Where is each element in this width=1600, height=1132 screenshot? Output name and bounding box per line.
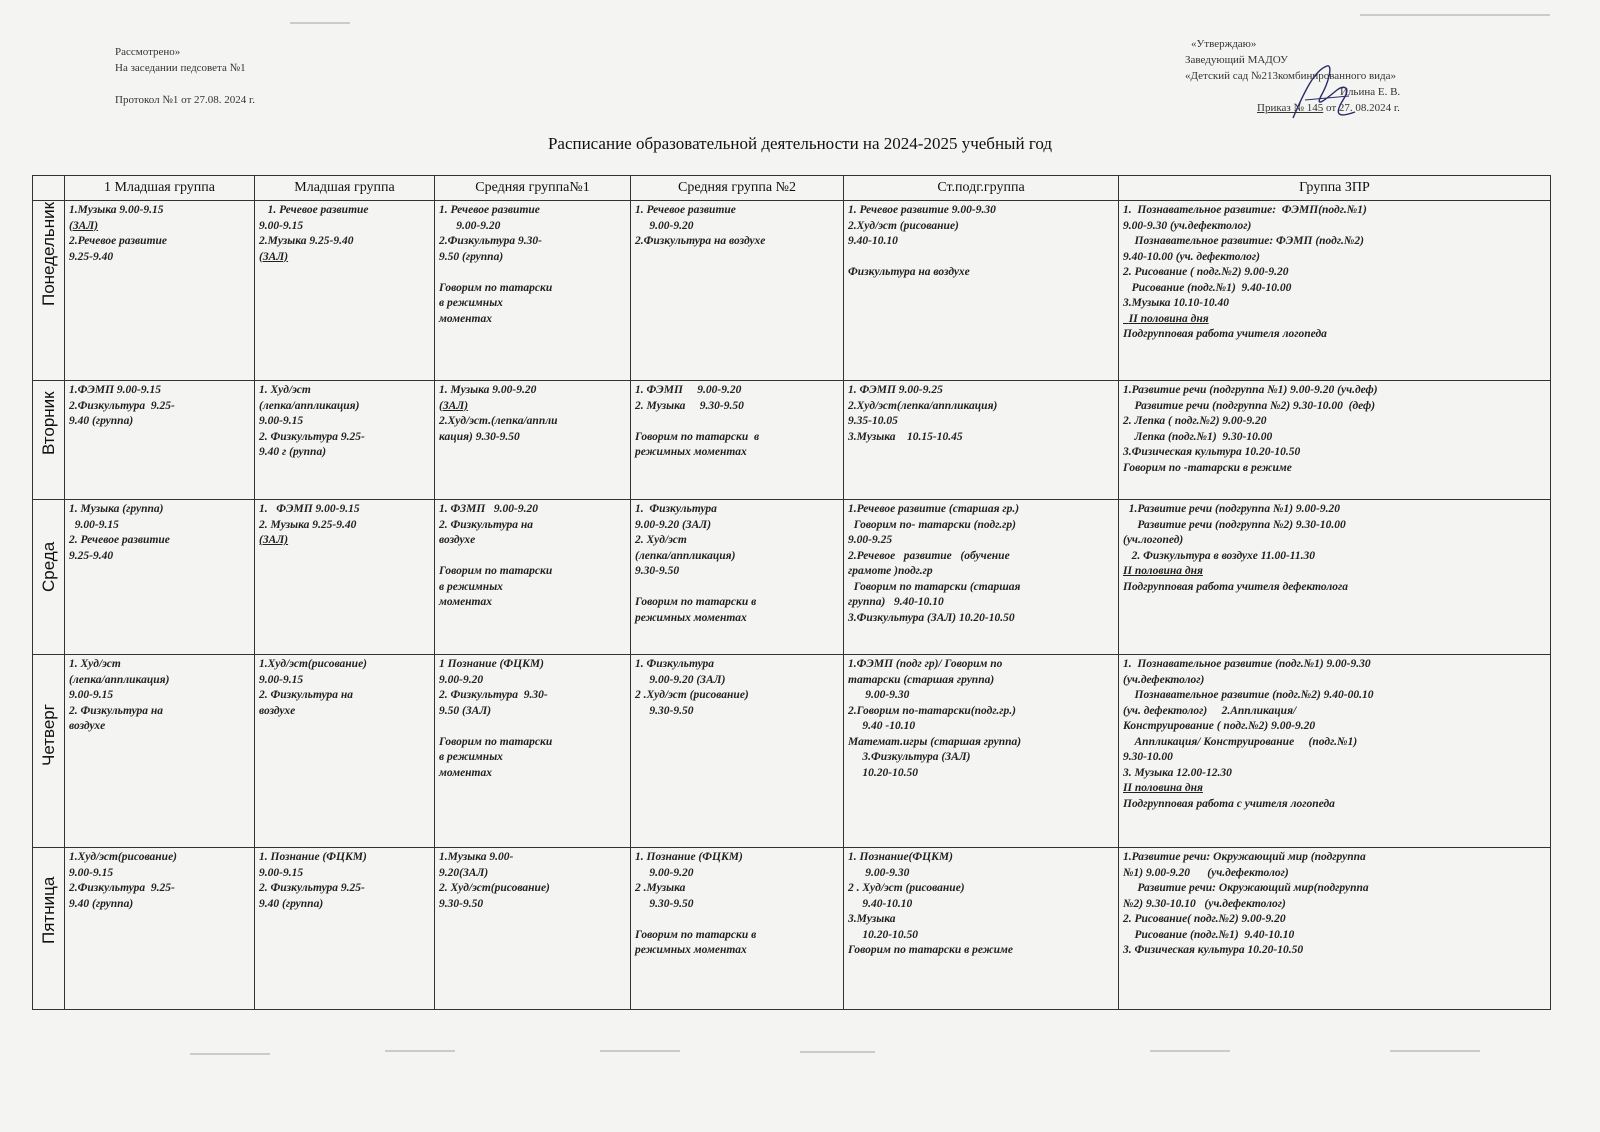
activity-line: 1. Познавательное развитие: ФЭМП(подг.№1): [1123, 204, 1367, 216]
activity-line: Говорим по татарски: [439, 281, 553, 294]
schedule-row: [33, 848, 1551, 1010]
schedule-row: [33, 655, 1551, 848]
schedule-row: [33, 201, 1551, 381]
activity-line: 9.00-9.15: [259, 415, 304, 427]
activity-line: 1. ФЭМП 9.00-9.15: [259, 503, 360, 515]
activity-line: 9.00-9.30: [848, 689, 910, 701]
activity-line: 2. Физкультура 9.25-: [259, 430, 365, 443]
activity-line: (лепка/аппликация): [635, 549, 736, 562]
column-header: Средняя группа №2: [631, 176, 844, 201]
day-cell: [33, 848, 65, 1010]
activity-line: 9.00-9.15: [69, 518, 119, 531]
activity-line: 9.00-9.15: [259, 219, 304, 232]
order-date: от 27. 08.2024 г.: [1323, 102, 1400, 114]
approval-heading: «Утверждаю»: [1191, 38, 1257, 50]
activity-line: Развитие речи: Окружающий мир(подгруппа: [1123, 882, 1369, 894]
activity-line: Аппликация/ Конструирование (подг.№1): [1123, 735, 1358, 748]
schedule-cell: [631, 201, 844, 381]
day-cell: [33, 500, 65, 655]
activity-line: 2.Худ/эст.(лепка/аппли: [439, 415, 558, 427]
column-header: Младшая группа: [255, 176, 435, 201]
activity-line: Говорим по татарски в режиме: [848, 944, 1014, 956]
schedule-cell: [255, 848, 435, 1010]
schedule-cell: [631, 655, 844, 848]
activity-line: [439, 265, 626, 281]
activity-line: кация) 9.30-9.50: [439, 430, 520, 443]
activity-line: 3.Физическая культура 10.20-10.50: [1123, 446, 1301, 458]
activity-line: (ЗАЛ): [69, 219, 99, 232]
activity-line: 9.50 (ЗАЛ): [439, 704, 492, 717]
activity-line: 9.30-9.50: [635, 897, 694, 910]
scan-artifact: [1360, 14, 1550, 16]
page-title: Расписание образовательной деятельности на 2024-2025 учебный год: [547, 134, 1053, 153]
activity-line: 1.Худ/эст(рисование): [259, 658, 368, 670]
schedule-cell: [255, 201, 435, 381]
approval-kindergarten: «Детский сад №213комбинированного вида»: [1185, 70, 1396, 82]
activity-line: 1. Худ/эст: [69, 658, 121, 670]
activity-line: 9.35-10.05: [848, 415, 898, 427]
activity-line: 1. Речевое развитие: [439, 204, 540, 216]
activity-line: 1. Познание (ФЦКМ): [635, 851, 743, 863]
activity-line: 2. Худ/эст(рисование): [439, 882, 550, 894]
schedule-cell: [255, 655, 435, 848]
activity-line: 1. ФЭМП 9.00-9.20: [635, 384, 742, 396]
activity-line: 2.Худ/эст(лепка/аппликация): [848, 399, 998, 412]
activity-line: Говорим по татарски (старшая: [848, 580, 1021, 593]
activity-line: 9.00-9.20 (ЗАЛ): [635, 518, 712, 531]
day-cell: [33, 381, 65, 500]
activity-line: в режимных: [439, 580, 503, 593]
review-line: [115, 76, 255, 92]
activity-line: 1 Познание (ФЦКМ): [439, 658, 544, 670]
scan-artifact: [385, 1050, 455, 1052]
activity-line: [635, 912, 839, 928]
day-cell: [33, 201, 65, 381]
activity-line: 3.Музыка 10.10-10.40: [1123, 297, 1230, 309]
activity-line: 9.00-9.15: [69, 866, 114, 879]
activity-line: 9.40 (группа): [69, 415, 134, 427]
schedule-cell: [435, 655, 631, 848]
review-line: Рассмотрено»: [115, 46, 181, 58]
day-label: Вторник: [38, 391, 58, 455]
activity-line: 1. Познание(ФЦКМ): [848, 851, 953, 863]
column-header: 1 Младшая группа: [65, 176, 255, 201]
schedule-cell: [1119, 848, 1551, 1010]
activity-line: 9.00-9.20: [635, 866, 694, 879]
activity-line: Подгрупповая работа с учителя логопеда: [1123, 797, 1335, 810]
schedule-cell: [844, 500, 1119, 655]
column-header: Группа ЗПР: [1119, 176, 1551, 201]
day-cell: [33, 655, 65, 848]
scan-artifact: [800, 1051, 875, 1053]
activity-line: 9.00-9.20: [439, 673, 484, 686]
activity-line: Познавательное развитие: ФЭМП (подг.№2): [1123, 235, 1364, 247]
activity-line: 1. Речевое развитие: [259, 204, 369, 216]
activity-line: 2. Рисование ( подг.№2) 9.00-9.20: [1123, 266, 1289, 278]
activity-line: Рисование (подг.№1) 9.40-10.10: [1123, 928, 1295, 941]
activity-line: Подгрупповая работа учителя логопеда: [1123, 328, 1327, 340]
day-label: Пятница: [38, 876, 58, 944]
activity-line: моментах: [439, 312, 493, 325]
activity-line: 9.00-9.15: [69, 689, 114, 701]
activity-line: (лепка/аппликация): [69, 673, 170, 686]
activity-line: Познавательное развитие (подг.№2) 9.40-00.10: [1123, 689, 1374, 701]
activity-line: 1.Музыка 9.00-9.15: [69, 204, 164, 216]
activity-line: 1. ФЭМП 9.00-9.25: [848, 384, 943, 396]
activity-line: в режимных: [439, 297, 503, 309]
activity-line: 9.20(ЗАЛ): [439, 866, 489, 879]
activity-line: Лепка (подг.№1) 9.30-10.00: [1123, 430, 1273, 443]
activity-line: 2 .Музыка: [635, 882, 686, 894]
activity-line: №2) 9.30-10.10 (уч.дефектолог): [1123, 897, 1286, 910]
activity-line: Развитие речи (подгруппа №2) 9.30-10.00 (деф): [1123, 399, 1376, 412]
activity-line: 9.30-10.00: [1123, 751, 1173, 763]
schedule-cell: [65, 655, 255, 848]
activity-line: 9.40-10.10: [848, 235, 898, 247]
schedule-cell: [844, 381, 1119, 500]
activity-line: II половина дня: [1123, 782, 1203, 794]
activity-line: 2.Физкультура на воздухе: [635, 235, 766, 247]
activity-line: 2. Музыка 9.30-9.50: [635, 399, 744, 412]
schedule-cell: [65, 500, 255, 655]
schedule-cell: [65, 201, 255, 381]
activity-line: 1.ФЭМП (подг гр)/ Говорим по: [848, 658, 1003, 670]
activity-line: татарски (старшая группа): [848, 673, 995, 686]
activity-line: (ЗАЛ): [439, 399, 469, 412]
activity-line: 1. Познание (ФЦКМ): [259, 851, 367, 863]
activity-line: 1. Физкультура: [635, 658, 715, 670]
day-label: Понедельник: [38, 201, 58, 306]
activity-line: 2.Речевое развитие: [69, 235, 168, 247]
activity-line: режимных моментах: [635, 446, 747, 458]
scan-artifact: [1390, 1050, 1480, 1052]
activity-line: 1. Физкультура: [635, 503, 717, 515]
column-header: Средняя группа№1: [435, 176, 631, 201]
activity-line: 1. Познавательное развитие (подг.№1) 9.00-9.30: [1123, 658, 1371, 670]
schedule-cell: [435, 848, 631, 1010]
schedule-cell: [844, 201, 1119, 381]
activity-line: 9.30-9.50: [635, 704, 694, 717]
activity-line: Развитие речи (подгруппа №2) 9.30-10.00: [1123, 518, 1346, 531]
scan-artifact: [600, 1050, 680, 1052]
activity-line: 2.Говорим по-татарски(подг.гр.): [848, 704, 1017, 717]
activity-line: 9.40 г (руппа): [259, 446, 327, 458]
scan-artifact: [1150, 1050, 1230, 1052]
corner-cell: [33, 176, 65, 201]
activity-line: 9.40 -10.10: [848, 720, 916, 732]
schedule-cell: [65, 848, 255, 1010]
activity-line: 10.20-10.50: [848, 928, 918, 941]
activity-line: (уч. дефектолог) 2.Аппликация/: [1123, 704, 1297, 717]
schedule-cell: [844, 655, 1119, 848]
activity-line: 3.Физкультура (ЗАЛ): [848, 751, 971, 763]
activity-line: режимных моментах: [635, 944, 747, 956]
activity-line: 9.40 (группа): [259, 897, 324, 910]
activity-line: 1.Музыка 9.00-: [439, 851, 514, 863]
schedule-cell: [1119, 201, 1551, 381]
activity-line: 1.Развитие речи (подгруппа №1) 9.00-9.20: [1123, 503, 1341, 515]
schedule-cell: [255, 500, 435, 655]
activity-line: 9.25-9.40: [69, 250, 114, 263]
activity-line: (ЗАЛ): [259, 250, 289, 263]
schedule-cell: [435, 201, 631, 381]
activity-line: 2.Физкультура 9.30-: [439, 235, 543, 247]
activity-line: [848, 250, 1114, 266]
activity-line: (ЗАЛ): [259, 534, 289, 546]
activity-line: 1.Речевое развитие (старшая гр.): [848, 503, 1020, 515]
schedule-cell: [65, 381, 255, 500]
activity-line: (уч.дефектолог): [1123, 673, 1205, 686]
activity-line: режимных моментах: [635, 611, 747, 624]
activity-line: Говорим по -татарски в режиме: [1123, 461, 1292, 474]
activity-line: Рисование (подг.№1) 9.40-10.00: [1123, 281, 1292, 294]
activity-line: 3. Физическая культура 10.20-10.50: [1123, 944, 1304, 956]
activity-line: 9.00-9.25: [848, 534, 893, 546]
activity-line: 2.Речевое развитие (обучение: [848, 549, 1010, 562]
scan-artifact: [290, 22, 350, 24]
activity-line: 2. Физкультура 9.30-: [439, 689, 548, 701]
activity-line: моментах: [439, 766, 493, 779]
activity-line: 2.Музыка 9.25-9.40: [259, 235, 354, 247]
activity-line: (лепка/аппликация): [259, 399, 360, 412]
activity-line: II половина дня: [1123, 312, 1209, 325]
schedule-cell: [435, 500, 631, 655]
activity-line: 2. Лепка ( подг.№2) 9.00-9.20: [1123, 415, 1267, 427]
activity-line: 2 .Худ/эст (рисование): [635, 689, 749, 701]
activity-line: 9.00-9.15: [259, 866, 304, 879]
activity-line: 9.00-9.15: [259, 673, 304, 686]
activity-line: 2.Худ/эст (рисование): [848, 219, 959, 232]
schedule-cell: [631, 381, 844, 500]
activity-line: 9.30-9.50: [635, 565, 680, 577]
activity-line: Физкультура на воздухе: [848, 266, 970, 278]
activity-line: Математ.игры (старшая группа): [848, 735, 1022, 748]
review-block: [115, 44, 255, 108]
activity-line: 9.40-10.00 (уч. дефектолог): [1123, 250, 1260, 263]
activity-line: 2. Физкультура 9.25-: [259, 882, 365, 894]
order-number: Приказ № 145: [1257, 102, 1324, 114]
activity-line: Говорим по татарски: [439, 735, 553, 748]
activity-line: воздухе: [259, 704, 296, 717]
activity-line: [635, 414, 839, 430]
activity-line: 9.00-9.30: [848, 866, 910, 879]
activity-line: Говорим по татарски в: [635, 596, 757, 608]
schedule-cell: [255, 381, 435, 500]
activity-line: 1.ФЭМП 9.00-9.15: [69, 384, 162, 396]
activity-line: 2.Физкультура 9.25-: [69, 882, 175, 894]
activity-line: в режимных: [439, 751, 503, 763]
activity-line: Говорим по татарски в: [635, 430, 760, 443]
schedule-cell: [844, 848, 1119, 1010]
activity-line: (уч.логопед): [1123, 534, 1184, 546]
activity-line: Говорим по татарски в: [635, 928, 757, 941]
approval-head: Заведующий МАДОУ: [1185, 54, 1288, 66]
review-line: Протокол №1 от 27.08. 2024 г.: [115, 94, 256, 106]
activity-line: 9.40-10.10: [848, 897, 913, 910]
schedule-cell: [1119, 500, 1551, 655]
activity-line: №1) 9.00-9.20 (уч.дефектолог): [1123, 866, 1289, 879]
activity-line: [635, 580, 839, 596]
activity-line: 1.Развитие речи (подгруппа №1) 9.00-9.20 (уч.деф): [1123, 384, 1378, 396]
schedule-cell: [1119, 655, 1551, 848]
activity-line: группа) 9.40-10.10: [848, 596, 944, 608]
scan-artifact: [190, 1053, 270, 1055]
schedule-table: [32, 175, 1551, 1010]
schedule-cell: [631, 848, 844, 1010]
activity-line: Конструирование ( подг.№2) 9.00-9.20: [1123, 720, 1316, 732]
activity-line: 1. Худ/эст: [259, 384, 311, 396]
activity-line: 3.Музыка: [848, 913, 896, 925]
activity-line: 1. Музыка (группа): [69, 503, 164, 515]
activity-line: 3.Музыка 10.15-10.45: [848, 430, 963, 443]
activity-line: 2.Физкультура 9.25-: [69, 399, 175, 412]
schedule-row: [33, 500, 1551, 655]
activity-line: грамоте )подг.гр: [848, 565, 933, 577]
activity-line: 1. Речевое развитие 9.00-9.30: [848, 204, 996, 216]
activity-line: Говорим по татарски: [439, 565, 553, 577]
activity-line: 9.00-9.20 (ЗАЛ): [635, 673, 726, 686]
activity-line: 1. ФЗМП 9.00-9.20: [439, 503, 539, 515]
schedule-cell: [1119, 381, 1551, 500]
day-label: Среда: [38, 541, 58, 592]
activity-line: воздухе: [439, 534, 476, 546]
activity-line: [439, 549, 626, 565]
activity-line: 2. Физкультура в воздухе 11.00-11.30: [1123, 549, 1316, 562]
activity-line: 2. Худ/эст: [635, 534, 687, 546]
activity-line: 1. Музыка 9.00-9.20: [439, 384, 537, 396]
activity-line: 1.Развитие речи: Окружающий мир (подгруппа: [1123, 851, 1366, 863]
activity-line: 1.Худ/эст(рисование): [69, 851, 178, 863]
activity-line: 9.00-9.20: [635, 219, 694, 232]
activity-line: 9.40 (группа): [69, 897, 134, 910]
activity-line: 2. Физкультура на: [69, 704, 164, 717]
activity-line: 2. Музыка 9.25-9.40: [259, 518, 357, 531]
activity-line: 2. Физкультура на: [259, 689, 354, 701]
activity-line: 2 . Худ/эст (рисование): [848, 882, 965, 894]
day-label: Четверг: [38, 704, 58, 766]
activity-line: воздухе: [69, 720, 106, 732]
activity-line: 9.00-9.20: [439, 219, 501, 232]
column-header: Ст.подг.группа: [844, 176, 1119, 201]
activity-line: 2. Физкультура на: [439, 518, 534, 531]
approval-name: Ильина Е. В.: [1340, 86, 1401, 98]
activity-line: Подгрупповая работа учителя дефектолога: [1123, 580, 1349, 593]
schedule-row: [33, 381, 1551, 500]
activity-line: 2. Рисование( подг.№2) 9.00-9.20: [1123, 913, 1286, 925]
activity-line: 9.50 (группа): [439, 250, 504, 263]
activity-line: 2. Речевое развитие: [69, 534, 170, 546]
activity-line: 3. Музыка 12.00-12.30: [1123, 766, 1232, 779]
activity-line: Говорим по- татарски (подг.гр): [848, 518, 1017, 531]
activity-line: 3.Физкультура (ЗАЛ) 10.20-10.50: [848, 611, 1015, 624]
activity-line: II половина дня: [1123, 565, 1203, 577]
review-line: На заседании педсовета №1: [115, 62, 246, 74]
activity-line: 10.20-10.50: [848, 766, 918, 779]
activity-line: 9.25-9.40: [69, 549, 114, 562]
activity-line: 9.00-9.30 (уч.дефектолог): [1123, 219, 1252, 232]
header-row: [33, 176, 1551, 201]
schedule-cell: [435, 381, 631, 500]
activity-line: 9.30-9.50: [439, 897, 484, 910]
activity-line: моментах: [439, 596, 493, 608]
activity-line: 1. Речевое развитие: [635, 204, 736, 216]
schedule-cell: [631, 500, 844, 655]
signature-icon: [1285, 60, 1365, 130]
activity-line: [439, 719, 626, 735]
